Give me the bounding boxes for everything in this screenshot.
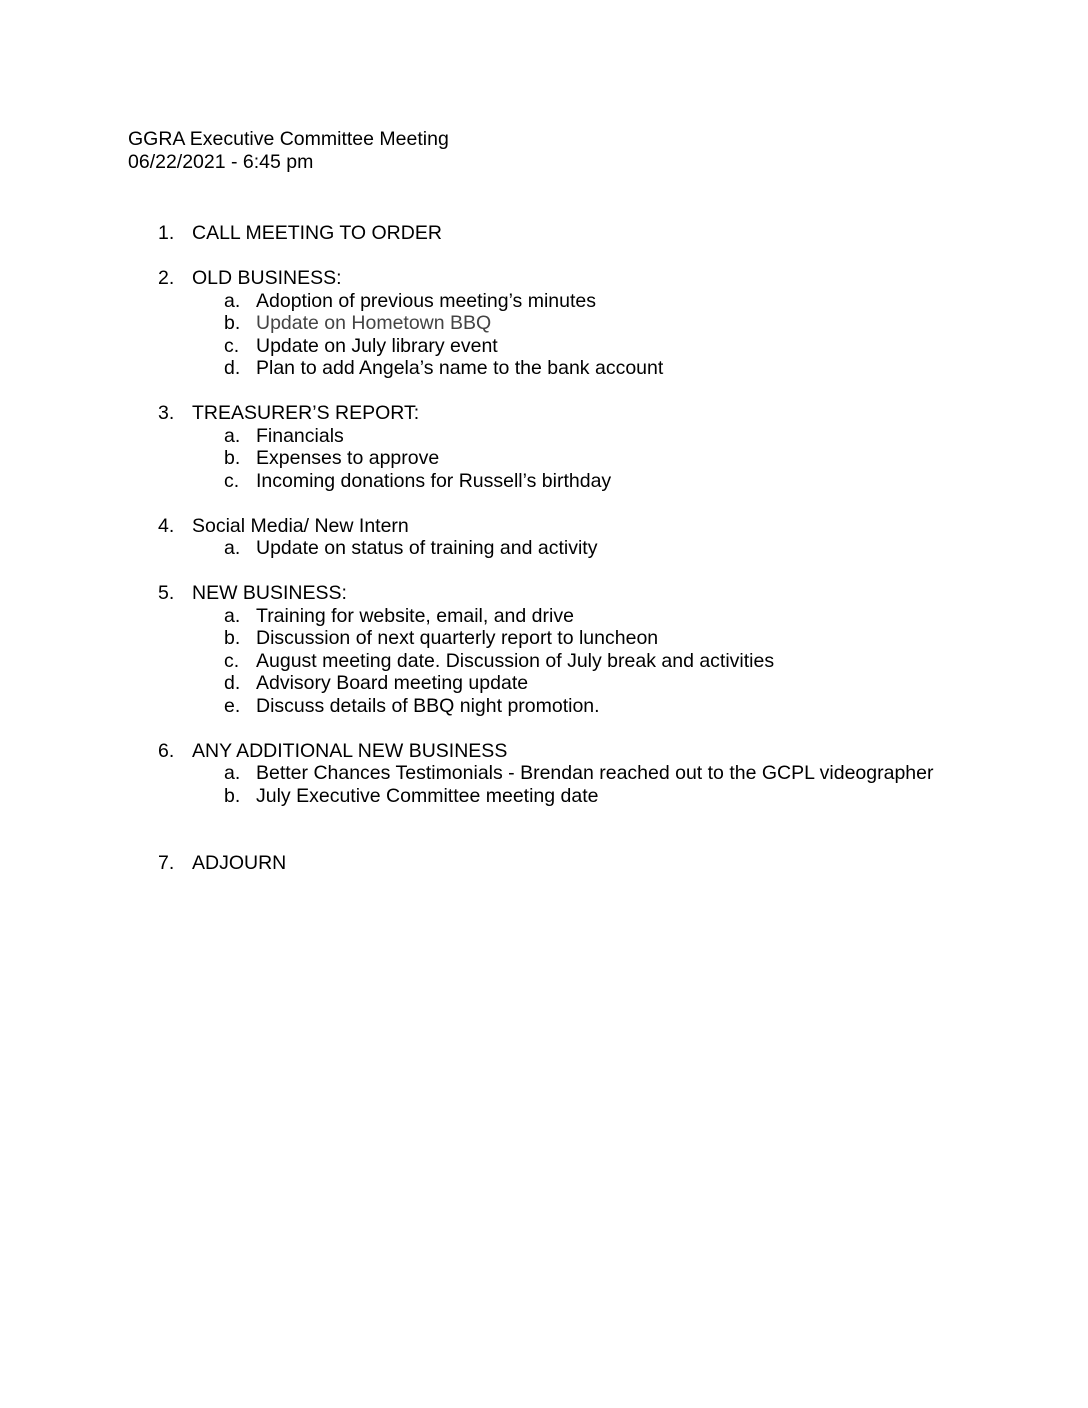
- agenda-item-number: 4.: [158, 514, 175, 537]
- agenda-subitem-label: Plan to add Angela’s name to the bank account: [256, 357, 664, 379]
- agenda-subitem-label: Expenses to approve: [256, 447, 440, 469]
- agenda-subitem: [158, 290, 1058, 313]
- agenda-subitem: [158, 357, 1058, 380]
- agenda-subitem-letter: b.: [224, 784, 241, 807]
- agenda-subitem-letter: a.: [224, 762, 241, 784]
- agenda-subitem-label: Discussion of next quarterly report to luncheon: [256, 627, 659, 649]
- agenda-item-number: 6.: [158, 739, 175, 762]
- agenda-list: [158, 222, 1058, 875]
- agenda-subitem-letter: a.: [224, 604, 241, 627]
- agenda-subitem: [158, 762, 1058, 785]
- agenda-subitem-letter: c.: [224, 469, 240, 492]
- agenda-subitem-letter: b.: [224, 627, 241, 649]
- agenda-subitem-label: July Executive Committee meeting date: [256, 784, 599, 807]
- agenda-subitem-label: Discuss details of BBQ night promotion.: [256, 694, 600, 717]
- agenda-subitem-letter: d.: [224, 357, 241, 379]
- agenda-item-label: TREASURER’S REPORT:: [192, 402, 420, 424]
- agenda-item-label: ADJOURN: [192, 852, 287, 874]
- agenda-item: [158, 267, 1058, 380]
- agenda-subitem: [158, 312, 1058, 335]
- agenda-subitem: [158, 695, 1058, 718]
- agenda-subitem-letter: a.: [224, 424, 241, 447]
- agenda-subitem-label: Incoming donations for Russell’s birthday: [256, 469, 612, 492]
- agenda-subitem-label: August meeting date. Discussion of July break and activities: [256, 649, 775, 672]
- agenda-subitem: [158, 470, 1058, 493]
- agenda-subitem-label: Advisory Board meeting update: [256, 672, 529, 694]
- agenda-subitem-letter: d.: [224, 672, 241, 694]
- agenda-subitem-label: Update on July library event: [256, 334, 498, 357]
- agenda-subitem-letter: a.: [224, 289, 241, 312]
- agenda-subitem-letter: e.: [224, 694, 241, 717]
- agenda-subitem-letter: c.: [224, 649, 240, 672]
- agenda-item-number: 2.: [158, 267, 175, 289]
- agenda-subitem-letter: b.: [224, 312, 241, 334]
- agenda-subitem: [158, 425, 1058, 448]
- agenda-item: [158, 222, 1058, 245]
- agenda-subitem-label: Financials: [256, 424, 344, 447]
- agenda-subitem: [158, 447, 1058, 470]
- agenda-subitem-label: Update on status of training and activity: [256, 537, 598, 559]
- agenda-item-number: 1.: [158, 222, 175, 244]
- agenda-item-label: OLD BUSINESS:: [192, 267, 342, 289]
- agenda-item-label: Social Media/ New Intern: [192, 514, 409, 537]
- meeting-title: GGRA Executive Committee Meeting: [128, 128, 449, 150]
- agenda-subitem: [158, 627, 1058, 650]
- agenda-item-label: CALL MEETING TO ORDER: [192, 222, 442, 244]
- agenda-item: [158, 582, 1058, 717]
- agenda-subitem: [158, 785, 1058, 808]
- agenda-subitem-label: Training for website, email, and drive: [256, 604, 574, 627]
- agenda-item-label: ANY ADDITIONAL NEW BUSINESS: [192, 739, 508, 762]
- agenda-subitem-letter: b.: [224, 447, 241, 469]
- meeting-datetime: 06/22/2021 - 6:45 pm: [128, 150, 314, 173]
- agenda-item-number: 7.: [158, 852, 175, 874]
- agenda-subitem-letter: c.: [224, 334, 240, 357]
- agenda-subitem-label: Update on Hometown BBQ: [256, 312, 492, 334]
- agenda-item-label: NEW BUSINESS:: [192, 582, 347, 604]
- agenda-item-number: 5.: [158, 582, 175, 604]
- agenda-item: [158, 740, 1058, 808]
- agenda-subitem: [158, 672, 1058, 695]
- agenda-subitem: [158, 605, 1058, 628]
- agenda-item: [158, 402, 1058, 492]
- agenda-subitem: [158, 537, 1058, 560]
- agenda-subitem: [158, 650, 1058, 673]
- document-header: [128, 128, 449, 173]
- agenda-subitem: [158, 335, 1058, 358]
- agenda-subitem-letter: a.: [224, 537, 241, 559]
- agenda-item: [158, 852, 1058, 875]
- agenda-item-number: 3.: [158, 402, 175, 424]
- agenda-subitem-label: Adoption of previous meeting’s minutes: [256, 289, 597, 312]
- agenda-subitem-label: Better Chances Testimonials - Brendan reached out to the GCPL videographer: [256, 762, 934, 784]
- agenda-item: [158, 515, 1058, 560]
